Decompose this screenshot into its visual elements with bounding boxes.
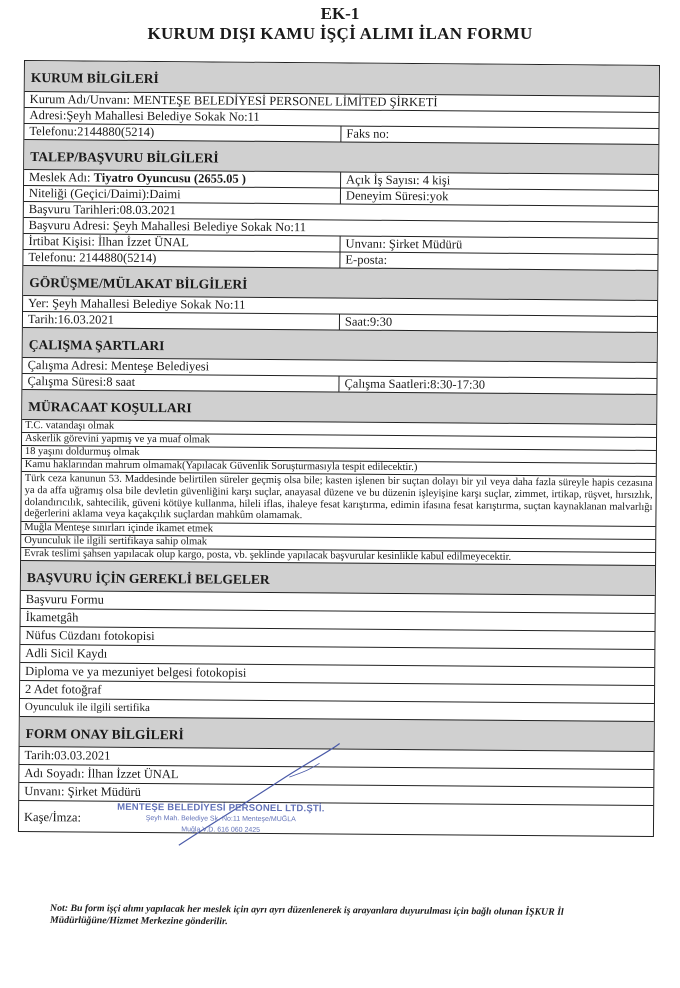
institution-fax: Faks no: <box>340 126 658 143</box>
section-documents: BAŞVURU İÇİN GEREKLİ BELGELER <box>21 560 655 595</box>
stamp-line-1: MENTEŞE BELEDİYESİ PERSONEL LTD.ŞTİ. <box>117 801 325 815</box>
approval-title: Unvanı: Şirket Müdürü <box>24 784 141 800</box>
requirement-item: T.C. vatandaşı olmak <box>25 420 115 432</box>
requirement-item: Oyunculuk ile ilgili sertifikaya sahip olmak <box>24 535 208 548</box>
institution-phone: Telefonu:2144880(5214) <box>29 124 155 140</box>
openings-field: Açık İş Sayısı: 4 kişi <box>340 172 658 189</box>
document-item: 2 Adet fotoğraf <box>25 682 102 697</box>
requirement-item: Kamu haklarından mahrum olmamak(Yapılacak Güvenlik Soruşturmasıyla tespit edilecektir.) <box>24 459 418 474</box>
note-label: Not: <box>50 902 69 914</box>
work-duration: Çalışma Süresi:8 saat <box>27 374 136 389</box>
document-item: Nüfus Cüzdanı fotokopisi <box>25 628 155 644</box>
approval-date: Tarih:03.03.2021 <box>24 748 111 763</box>
requirement-item: 18 yaşını doldurmuş olmak <box>24 446 140 458</box>
section-requirements: MÜRACAAT KOŞULLARI <box>22 389 656 424</box>
signature-label: Kaşe/İmza: <box>23 810 82 825</box>
interview-time: Saat:9:30 <box>339 314 657 331</box>
section-institution: KURUM BİLGİLERİ <box>25 61 659 96</box>
document-item: Başvuru Formu <box>25 592 104 607</box>
institution-address: Adresi:Şeyh Mahallesi Belediye Sokak No:11 <box>29 108 260 124</box>
document-item: İkametgâh <box>25 610 79 625</box>
contact-person: İrtibat Kişisi: İlhan İzzet ÜNAL <box>28 234 190 250</box>
profession-value: Tiyatro Oyuncusu (2655.05 ) <box>93 170 247 186</box>
document-item: Oyunculuk ile ilgili sertifika <box>24 701 150 715</box>
approval-name: Adı Soyadı: İlhan İzzet ÜNAL <box>24 766 179 782</box>
note-text: Bu form işçi alımı yapılacak her meslek için ayrı ayrı düzenlenerek iş arayanlara duyurulması için bağlı olunan İŞKUR İl Müdürlüğüne/Hizmet Merkezine gönderilir. <box>49 902 564 927</box>
section-conditions: ÇALIŞMA ŞARTLARI <box>23 327 657 362</box>
signature-row <box>19 800 653 836</box>
work-hours: Çalışma Saatleri:8:30-17:30 <box>338 376 656 393</box>
annex-label: EK-1 <box>320 4 360 23</box>
contact-email: E-posta: <box>339 252 657 269</box>
stamp-line-2: Şeyh Mah. Belediye Sk. No:11 Menteşe/MUĞLA <box>145 815 296 824</box>
section-approval: FORM ONAY BİLGİLERİ <box>20 716 654 751</box>
document-item: Adli Sicil Kaydı <box>25 646 108 661</box>
stamp-line-3: Muğla V.D. 616 060 2425 <box>181 826 261 835</box>
company-stamp <box>117 802 325 837</box>
section-interview: GÖRÜŞME/MÜLAKAT BİLGİLERİ <box>23 265 657 300</box>
contact-title: Unvanı: Şirket Müdürü <box>340 236 658 253</box>
profession-field <box>24 170 340 187</box>
criminal-record-requirement: Türk ceza kanunun 53. Maddesinde belirtilen süreler geçmiş olsa bile; kasten işlenen bir suçtan dolayı bir yıl veya daha fazla süreyle hapis cezasına ya da affa uğramış olsa bile devletin güvenliğini karşı suçlar, anayasal düzene ve bu düzenin işleyişine karşı suçlar, zimmet, irtikap, rüşvet, hırsızlık, dolandırıcılık, sahtecilik, güveni kötüye kullanma, hileli iflas, ihaleye fesat karıştırma, edimin ifasına fesat karıştırma, suçtan kaynaklanan malvarlığı değerlerini aklama veya kaçakçılık suçlardan mahkûm olamamak. <box>21 471 655 526</box>
footer-note <box>50 903 610 930</box>
application-dates: Başvuru Tarihleri:08.03.2021 <box>28 202 177 218</box>
document-item: Diploma ve ya mezuniyet belgesi fotokopisi <box>25 664 247 680</box>
requirement-item: Askerlik görevini yapmış ve ya muaf olmak <box>24 433 210 446</box>
interview-date: Tarih:16.03.2021 <box>27 312 114 327</box>
work-address: Çalışma Adresi: Menteşe Belediyesi <box>27 358 210 374</box>
profession-label: Meslek Adı: <box>29 170 94 185</box>
requirement-item: Evrak teslimi şahsen yapılacak olup kargo, posta, vb. şeklinde yapılacak başvurular kesinlikle kabul edilmeyecektir. <box>24 548 512 564</box>
institution-name: Kurum Adı/Unvanı: MENTEŞE BELEDİYESİ PERSONEL LİMİTED ŞİRKETİ <box>29 92 438 110</box>
nature-field: Niteliği (Geçici/Daimi):Daimi <box>28 186 181 202</box>
requirement-item: Muğla Menteşe sınırları içinde ikamet etmek <box>24 522 214 535</box>
interview-place: Yer: Şeyh Mahallesi Belediye Sokak No:11 <box>28 296 246 312</box>
contact-phone: Telefonu: 2144880(5214) <box>28 250 157 266</box>
application-address: Başvuru Adresi: Şeyh Mahallesi Belediye Sokak No:11 <box>28 218 307 235</box>
section-request: TALEP/BAŞVURU BİLGİLERİ <box>24 139 658 174</box>
probation-field: Deneyim Süresi:yok <box>340 188 658 205</box>
form-title: KURUM DIŞI KAMU İŞÇİ ALIMI İLAN FORMU <box>147 24 533 43</box>
job-ad-form <box>18 60 660 837</box>
